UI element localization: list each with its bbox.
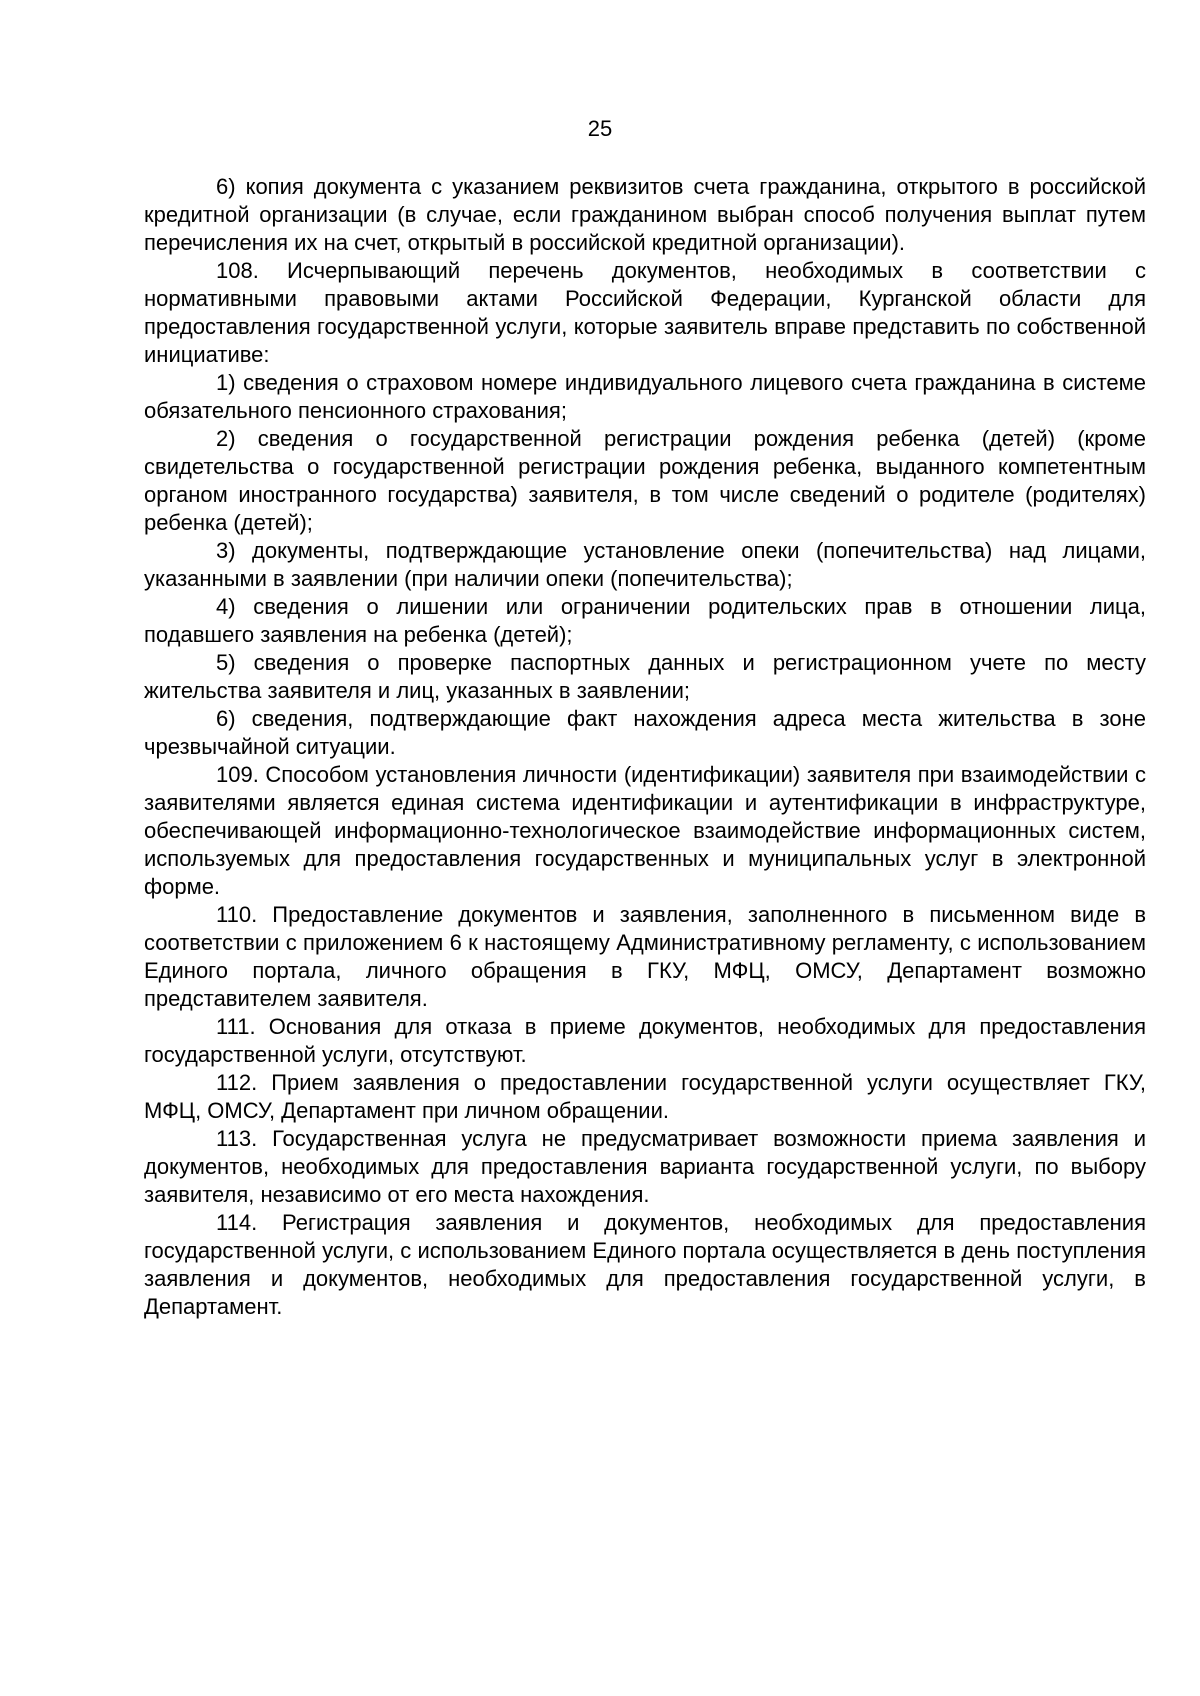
paragraph-108-item-2: 2) сведения о государственной регистрации рождения ребенка (детей) (кроме свидетельства о государственной регистрации рождения ребенка, выданного компетентным органом иностранного государства) заявителя, в том числе сведений о родителе (родителях) ребенка (детей); (144, 426, 1146, 535)
paragraph-111: 111. Основания для отказа в приеме документов, необходимых для предоставления государственной услуги, отсутствуют. (144, 1014, 1146, 1067)
page-number: 25 (587, 116, 613, 141)
paragraph-108-item-6: 6) сведения, подтверждающие факт нахождения адреса места жительства в зоне чрезвычайной ситуации. (144, 706, 1146, 759)
document-body (144, 173, 1146, 1321)
paragraph-108-item-5: 5) сведения о проверке паспортных данных и регистрационном учете по месту жительства заявителя и лиц, указанных в заявлении; (144, 650, 1146, 703)
paragraph-108-item-3: 3) документы, подтверждающие установление опеки (попечительства) над лицами, указанными в заявлении (при наличии опеки (попечительства); (144, 538, 1146, 591)
paragraph-109: 109. Способом установления личности (идентификации) заявителя при взаимодействии с заявителями является единая система идентификации и аутентификации в инфраструктуре, обеспечивающей информационно-технологическое взаимодействие информационных систем, используемых для предоставления государственных и муниципальных услуг в электронной форме. (144, 762, 1146, 899)
paragraph-112: 112. Прием заявления о предоставлении государственной услуги осуществляет ГКУ, МФЦ, ОМСУ, Департамент при личном обращении. (144, 1070, 1146, 1123)
paragraph-item-6-bank-account: 6) копия документа с указанием реквизитов счета гражданина, открытого в российской кредитной организации (в случае, если гражданином выбран способ получения выплат путем перечисления их на счет, открытый в российской кредитной организации). (144, 174, 1146, 255)
paragraph-108: 108. Исчерпывающий перечень документов, необходимых в соответствии с нормативными правовыми актами Российской Федерации, Курганской области для предоставления государственной услуги, которые заявитель вправе представить по собственной инициативе: (144, 258, 1146, 367)
paragraph-108-item-4: 4) сведения о лишении или ограничении родительских прав в отношении лица, подавшего заявления на ребенка (детей); (144, 594, 1146, 647)
paragraph-110: 110. Предоставление документов и заявления, заполненного в письменном виде в соответствии с приложением 6 к настоящему Административному регламенту, с использованием Единого портала, личного обращения в ГКУ, МФЦ, ОМСУ, Департамент возможно представителем заявителя. (144, 902, 1146, 1011)
paragraph-108-item-1: 1) сведения о страховом номере индивидуального лицевого счета гражданина в системе обязательного пенсионного страхования; (144, 370, 1146, 423)
paragraph-114: 114. Регистрация заявления и документов, необходимых для предоставления государственной услуги, с использованием Единого портала осуществляется в день поступления заявления и документов, необходимых для предоставления государственной услуги, в Департамент. (144, 1210, 1146, 1319)
paragraph-113: 113. Государственная услуга не предусматривает возможности приема заявления и документов, необходимых для предоставления варианта государственной услуги, по выбору заявителя, независимо от его места нахождения. (144, 1126, 1146, 1207)
